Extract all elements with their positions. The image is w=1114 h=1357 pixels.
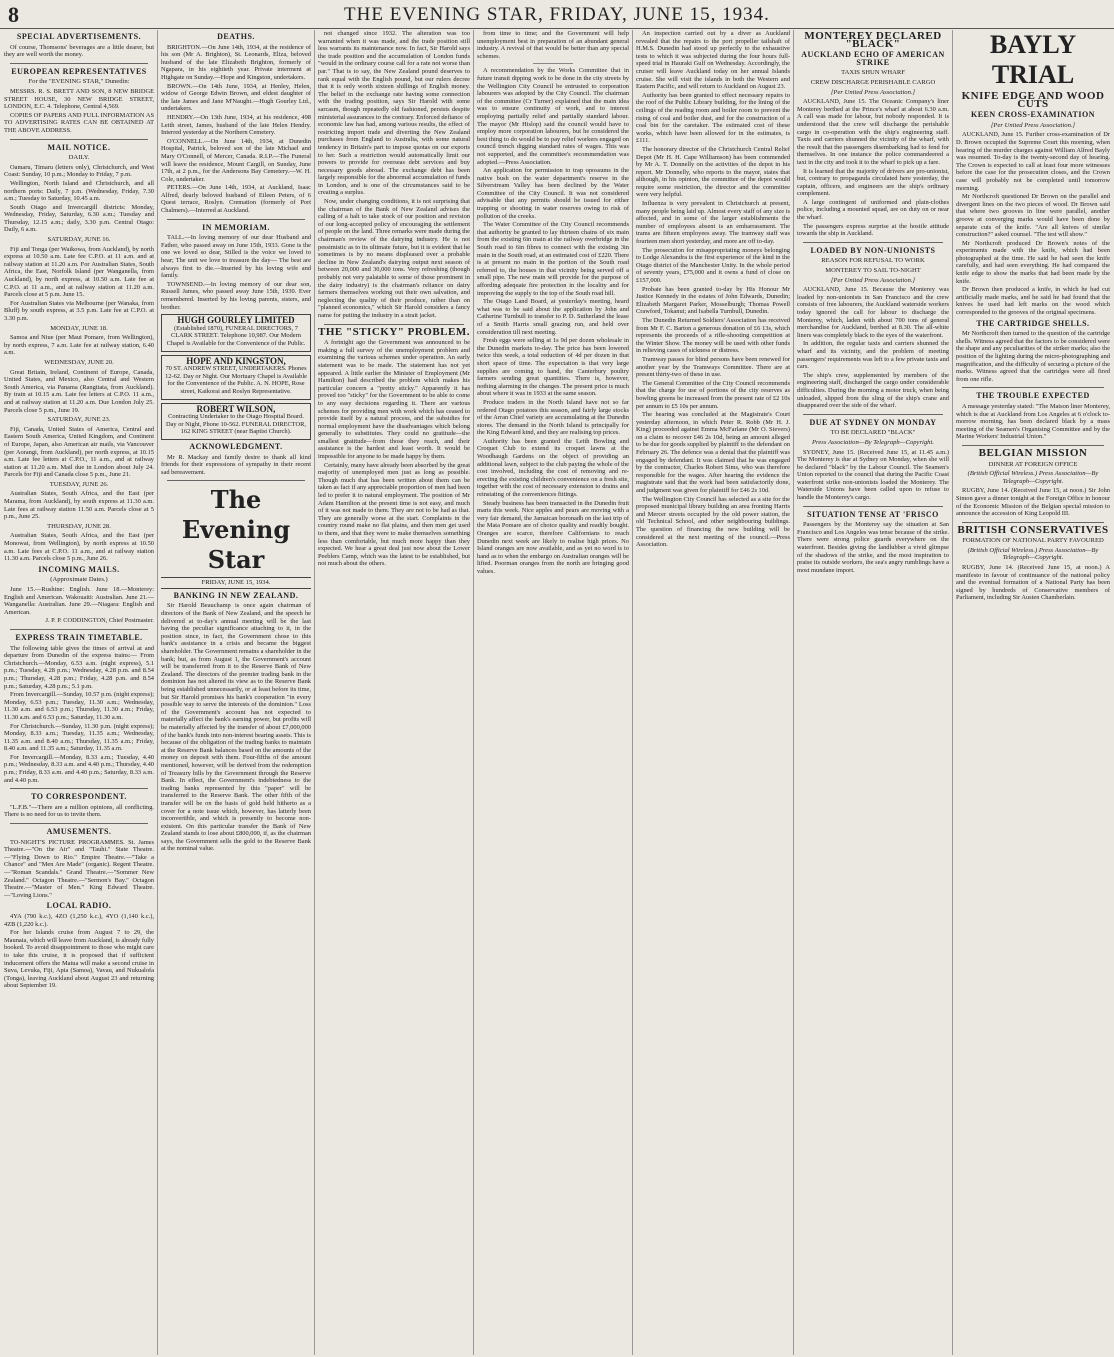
article-paragraph: Wellington, North Island and Christchurch, and all northern ports: Daily, 7 p.m. (Wednesday, Friday, 7.30 a.m.; Tuesday to Saturday, 10.45 a.m. bbox=[4, 179, 154, 203]
article-paragraph: For Australian States via Melbourne (per Wanaka, from Bluff) by south express, at 3.5 p.m. Late fee at C.P.O. at 3.30 p.m. bbox=[4, 299, 154, 322]
section-subheading: (Approximate Dates.) bbox=[50, 576, 108, 584]
ad-title: HOPE AND KINGSTON, bbox=[186, 355, 286, 366]
advertisement bbox=[161, 314, 311, 351]
article-paragraph: AUCKLAND, June 15. The Oceanic Company's liner Monterey berthed at the Prince's wharf at about 6.30 a.m. A call was made for labour, but nobody responded. It is understood that the crew will discharge the perishable cargo in co-operation with the ship's engineering staff. Taxis and carriers shunned the vicinity of the wharf, with the result that the passengers disembarking had to fend for themselves. In one instance the police commandeered a taxi in the city and took it to the wharf to pick up a fare. bbox=[797, 98, 949, 166]
wire-credit: [Per United Press Association.] bbox=[830, 276, 916, 284]
article-subheadline: KNIFE EDGE AND WOOD CUTS bbox=[961, 90, 1105, 110]
article-paragraph: Now, under changing conditions, it is not surprising that the chairman of the Bank of New Zealand advises the calling of a halt to take stock of our position and revision of our long-accepted policy of encouraging the settlement of people on the land. Three remarks were made during the chairman's review of the dairying industry. He is not pessimistic as to its ultimate future, but it is evident that he sometimes is by no means displeased over a probable decline in New Zealand's dairying output next season of between 20,000 and 30,000 tons. Very refreshing (though probably not very palatable to some of those prominent in the dairy industry) is the chairman's reliance on dairy farmers themselves working out their own salvation, and neglecting the quality of their produce, rather than on "planned economics," which Sir Harold considers a fancy name for putting the industry in a strait jacket. bbox=[318, 198, 470, 319]
article-paragraph: Of course, Thomsons' beverages are a little dearer, but they are well worth the money. bbox=[4, 43, 154, 59]
special-ads-heading: SPECIAL ADVERTISEMENTS. bbox=[16, 32, 142, 41]
wire-credit: (British Official Wireless.) Press Association—By Telegraph—Copyright. bbox=[967, 546, 1099, 562]
article-paragraph: AUCKLAND, June 15. Because the Monterey was loaded by non-unionists in San Francisco and the crew consists of free labourers, the Auckland waterside workers today ignored the call for labour to discharge the Monterey, which, laden with about 700 tons of general merchandise for Auckland, berthed at 8.30. The all-white liners was completely black to the eyes of the waterfront. bbox=[797, 286, 949, 339]
article-paragraph: PETERS.—On June 14th, 1934, at Auckland, Isaac Alfred, dearly beloved husband of Eileen Peters, of 6 Quest terrace, Roslyn. Cremation (formerly of Port Chalmers).—Interred at Auckland. bbox=[161, 184, 311, 215]
article-paragraph: Samoa and Niue (per Maui Pomare, from Wellington), by north express, 7 a.m. Late fee at railway station, 6.40 a.m. bbox=[4, 334, 154, 357]
article-paragraph: RUGBY, June 14. (Received June 15, at noon.) A manifesto in favour of continuance of the national policy and the eventual formation of a National Party has been signed by hundreds of Conservative members of Parliament, including Sir Austen Chamberlain. bbox=[956, 564, 1110, 602]
section-subheading: DAILY. bbox=[68, 154, 90, 162]
column-rule bbox=[314, 30, 315, 1355]
article-paragraph: MESSRS. R. S. BRETT AND SON, 8 NEW BRIDGE STREET HOUSE, 30 NEW BRIDGE STREET, LONDON, E.C. 4. Telephone, Central 4,569. bbox=[4, 87, 154, 111]
article-paragraph: The hearing was concluded at the Magistrate's Court yesterday afternoon, in which Peter R. Robb (Mr H. J. King) proceeded against Emma McFarlane (Mr O. Sievers) on a claim to recover £46 2s 10d, being an amount alleged to be due for goods supplied by plaintiff to the defendant on February 26. The defence was a denial that the plaintiff was engaged by defendant. It was claimed that he was engaged by the contractor, Charles Robert Sims, who was therefore responsible for the wages. After hearing the evidence the magistrate said that the work had been satisfactorily done, and judgment was given for plaintiff for £46 2s 10d. bbox=[636, 411, 790, 495]
ad-title: ROBERT WILSON, bbox=[196, 403, 276, 414]
article-headline: THE TROUBLE EXPECTED bbox=[976, 391, 1090, 401]
article-paragraph: The ship's crew, supplemented by members of the engineering staff, discharged the cargo under considerable difficulties. During the morning a motor truck, when being unloaded, slipped from the sling of the ship's crane and disappeared over the side of the wharf. bbox=[797, 371, 949, 410]
article-paragraph: A message yesterday stated: "The Matson liner Monterey, which is due at Auckland from Los Angeles at 6 o'clock to-morrow morning, has been declared black by a mass meeting of the Seamen's Organising Committee and by the Marine Workers' Industrial Union." bbox=[956, 402, 1110, 441]
wire-credit: [Per United Press Association.] bbox=[990, 121, 1076, 129]
masthead bbox=[0, 0, 1114, 29]
article-paragraph: A fortnight ago the Government was announced to be making a full survey of the unemployment problem and examining the various schemes under operation. An early statement was to be made. The statement has not yet appeared. A little earlier the Minister of Employment (Mr Hamilton) had described the problem which makes his particular concern a "pretty sticky." Apparently it has proved too "sticky" for the Government to be able to come to any easy decisions regarding it. There are various schemes for providing men with work which has ceased to provide itself by a natural process, and the subsidies for normal employment have the disadvantages which belong generally to substitutes. They could no gratitude—the smallest gratitude—from those they reach, and their assistance is the hardest and least worth. It would be impossible for anyone to be made happy by them. bbox=[318, 339, 470, 461]
ad-title: HUGH GOURLEY LIMITED bbox=[177, 315, 295, 326]
article-headline: SITUATION TENSE AT 'FRISCO bbox=[807, 509, 939, 519]
column-rule bbox=[793, 30, 794, 1355]
column-7 bbox=[956, 30, 1110, 1355]
article-paragraph: 4YA (790 k.c.), 4ZO (1,250 k.c.), 4YO (1,140 k.c.), 4ZB (1,220 k.c.). bbox=[4, 912, 154, 928]
article-paragraph: The passengers express surprise at the hostile attitude towards the ship in Auckland. bbox=[797, 222, 949, 238]
article-subheadline: CREW DISCHARGE PERISHABLE CARGO bbox=[810, 78, 936, 86]
article-paragraph: Probate has been granted to-day by His Honour Mr Justice Kennedy in the estates of John Edwards, Dunedin; Elizabeth Margaret Parker, Mosselburgh; Thomas Powell Crawford, Tokanui; and Isabella Turnbull, Dunedin. bbox=[636, 285, 790, 316]
article-paragraph: Tramway passes for blind persons have been renewed for another year by the Tramways Committee. There are at present thirty-two of these in use. bbox=[636, 355, 790, 379]
article-paragraph: RUGBY, June 14. (Received June 15, at noon.) Sir John Simon gave a dinner tonight at the Foreign Office in honour of the Economic Mission of the Belgian special mission to announce the accession of King Leopold III. bbox=[956, 487, 1110, 518]
newspaper-title: THE EVENING STAR, FRIDAY, JUNE 15, 1934. bbox=[344, 4, 770, 25]
article-paragraph: Oamaru, Timaru (letters only), Christchurch, and West Coast: Sunday, 10 p.m.; Monday to Friday, 7 p.m. bbox=[4, 163, 154, 179]
editorial-heading: BANKING IN NEW ZEALAND. bbox=[173, 590, 299, 600]
newspaper-logo: The Evening Star bbox=[181, 485, 291, 575]
article-paragraph: Certainly, many have already been absorbed by the great majority of unemployed men just as long as possible. Though much that has been written about them can be taken as fact if any appreciable proportion of men had been led to prefer it to natural employment. The position of Mr Adam Hamilton at the present time is not easy, and much of it was not made to them. They are not to be had as that. They are generally worse at the start. Complaints in the country round make no flat plains, and then men get used to them, and that they were to make themselves something less than comfortable, but much more happy than they expected. We hear a great deal just now about the Lower Peeblers Camp, which was the latest to be established, but not much about the others. bbox=[318, 461, 470, 568]
article-paragraph: The General Committee of the City Council recommends that the charge for use of portions of the city reserves as bowling greens be increased from the present rate of £2 10s per annum to £5 10s per annum. bbox=[636, 379, 790, 410]
ad-text: Contracting Undertaker to the Otago Hospital Board. Day or Night, Phone 10-562. FUNERAL DIRECTOR, 162 KING STREET (near Baptist Church). bbox=[165, 413, 307, 436]
express-heading: EXPRESS TRAIN TIMETABLE. bbox=[15, 632, 143, 642]
column-6 bbox=[797, 30, 949, 1355]
article-paragraph: It is learned that the majority of drivers are pro-unionist, but, contrary to propaganda circulated here yesterday, the captain, officers, and engineers are the ship's ordinary complement. bbox=[797, 167, 949, 198]
article-paragraph: COPIES OF PAPERS AND FULL INFORMATION AS TO ADVERTISING RATES CAN BE OBTAINED AT THE ABOVE ADDRESS. bbox=[4, 111, 154, 134]
section-subheading: MONDAY, JUNE 18. bbox=[50, 324, 108, 332]
section-subheading: WEDNESDAY, JUNE 20. bbox=[44, 358, 114, 366]
article-subheadline: DINNER AT FOREIGN OFFICE bbox=[988, 460, 1078, 468]
article-paragraph: For Invercargill.—Monday, 8.33 a.m.; Tuesday, 4.40 p.m.; Wednesday, 8.33 a.m. and 4.40 p.m.; Thursday, 4.40 p.m.; Friday, 8.33 a.m. and 4.40 p.m.; Saturday, 8.33 a.m. and 4.40 p.m. bbox=[4, 753, 154, 784]
article-paragraph: TALL.—In loving memory of our dear Husband and Father, who passed away on June 15th, 1933. Gone is the one we loved so dear, Stilled is the voice we loved to hear; The unit we love to treasure the day— The best are always first to die.—Inserted by his loving wife and family. bbox=[161, 234, 311, 280]
wire-credit: [Per United Press Association.] bbox=[830, 88, 916, 96]
article-headline: BRITISH CONSERVATIVES bbox=[957, 523, 1109, 536]
advertisement bbox=[161, 403, 311, 440]
radio-heading: LOCAL RADIO. bbox=[46, 901, 112, 911]
article-paragraph: from time to time; and the Government will help unemployment best in preparation of an abundant general industry. A revival of that would be better than any special schemes. bbox=[477, 30, 629, 60]
article-paragraph: Fiji, Canada, United States of America, Central and Eastern South America, United Kingdom, and Continent of Europe, Japan, also American air mails, via Vancouver (per Aorangi, from Auckland), per north express, at 10.15 a.m. Late fee letters at C.P.O., 11 a.m., and at railway station at 11.20 a.m. Mail due in London about July 24. Parcels for Fiji and Canada close 5 p.m., June 21. bbox=[4, 425, 154, 479]
article-paragraph: A large contingent of uniformed and plain-clothes police, including a mounted squad, are on duty on or near the wharf. bbox=[797, 198, 949, 222]
article-paragraph: The Wellington City Council has selected as a site for the proposed municipal library building an area fronting Harris and Mercer streets occupied by the old power station, the old Technical School, and other neighbouring buildings. The question of financing the new building will be considered at the next meeting of the council.—Press Association. bbox=[636, 495, 790, 549]
article-paragraph: The prosecution for misappropriating moneys belonging to Lodge Alexandra is the first experience of the kind in the Otago district of the Manchester Unity. In the whole period of seventy years, £75,000 and it owns a fund of close on £157,000. bbox=[636, 246, 790, 284]
article-paragraph: Passengers by the Monterey say the situation at San Francisco and Los Angeles was tense because of the strike. There were strong police guards everywhere on the waterfront. Besides giving the landlubber a vivid glimpse of the shadows of the strike, and the most inspiration to praise its outside workers, the sea's angry rumblings have a most mundane import. bbox=[797, 521, 949, 574]
article-paragraph: Authority has been granted to effect necessary repairs to the roof of the Public Library building, for the lining of the ceilings of the reading room and boiler room to prevent the rising of coal and boiler dust, and for the construction of a coal bin for the caretaker. The estimated cost of these works, which have been allowed for in the estimates, is £111. bbox=[636, 91, 790, 145]
article-headline: DUE AT SYDNEY ON MONDAY bbox=[809, 417, 937, 427]
article-paragraph: For Christchurch.—Sunday, 11.30 p.m. (night express); Monday, 8.33 a.m.; Tuesday, 11.35 a.m.; Wednesday, 11.35 a.m. and 8.40 a.m.; Thursday, 11.35 a.m.; Friday, 8.40 a.m. and 11.35 a.m.; Saturday, 11.35 a.m. bbox=[4, 722, 154, 753]
column-2 bbox=[161, 30, 311, 1355]
edition-date: FRIDAY, JUNE 15, 1934. bbox=[161, 577, 311, 589]
mail-notice-heading: MAIL NOTICE. bbox=[47, 142, 111, 152]
article-paragraph: The honorary director of the Christchurch Central Relief Depot (Mr H. H. Cape Williamson) has been commended by Mr A. T. Donnelly on the activities of the depot in his report. Mr Donnelly, who reports to the mayor, states that although, in his opinion, the committee of the depot would require some restriction, the director and the committee were very helpful. bbox=[636, 145, 790, 199]
article-paragraph: The Water Committee of the City Council recommends that authority be granted to lay thirteen chains of six main from the existing 6in main at the railway overbridge in the South road to 6in fibres to connect with the existing 3in main in the South road, at an estimated cost of £220. There is at present no main in the portion of the South road referred to, the houses in that vicinity being served off a small pipe. The new main will provide for the purpose of affording adequate fire protection in the locality and for improving the supply to the top of the South road hill. bbox=[477, 221, 629, 297]
article-paragraph: The Otago Land Board, at yesterday's meeting, heard what was to be said about the application by John and Catherine Turnbull to transfer to P. D. Sutherland the lease of a Smith Harris small grazing run, and held over consideration till next meeting. bbox=[477, 298, 629, 336]
european-reps-heading: EUROPEAN REPRESENTATIVES bbox=[11, 66, 147, 76]
article-paragraph: Mr Northcroft questioned Dr Brown on the parallel and divergent lines on the two pieces of wood. Dr Brown said that where two grooves in line were parallel, another groove at converging marks would have been done by separate cuts of the knife. "Are all knives of similar construction?" asked counsel. "The test will show." bbox=[956, 193, 1110, 239]
article-paragraph: A recommendation by the Works Committee that in future transit dipping work to be done in the city streets by the Wellington City Council be entrusted to corporation labourers was adopted by the City Council. The chairman of the committee (Cr Turner) explained that the main idea was to ensure continuity of work, and to interest employing partially relief and partially standard labour. The mayor (Mr Hislop) said the council would have to employ more corporation labourers, but he considered the best thing to do would be to pay relief workers engaged on council trench digging standard rates of wages. This was not supported, and the committee's recommendation was adopted.—Press Association. bbox=[477, 67, 629, 166]
article-paragraph: Sir Harold Beauchamp is once again chairman of directors of the Bank of New Zealand, and the speech he delivered at to-day's annual meeting will be the last having the peculiar significance attaching to it, in the position since, in fact, the Government chose to this bank's assistance in a crisis and became the biggest shareholder. The Government remains a shareholder in the bank; but, as from August 1, the Government's account will be transferred from it to the Reserve Bank of New Zealand. The directors of the premier trading bank in the dominion has not altered its view as to the Reserve Bank being established unnecessarily, or at least before its time, but Sir Harold promises his bank's cooperation "in every possible way to serve the interests of the dominion." Loss of the Government's account has not expected to materially affect the bank's earning power, but profits will be materially affected by the transfer of about £7,000,000 of the bank's funds into non-interest bearing assets. This is because of the obligation of the trading banks to maintain at the Reserve Bank balances based on the amounts of the money on deposit with them. Four-fifths of the amount mentioned, however, will be derived from the redemption of Treasury bills by the Government through the Reserve Bank. In effect, the Government's indebtedness to the trading banks represented by this "paper" will be transferred to the Reserve Bank. The other fifth of the transfer will be on the basis of gold held hitherto as a cover for a note issue which, however, has latterly been inconvertible, and which is presently to become non-existent. On this particular transfer the Bank of New Zealand stands to lose about £800,000, if, as the chairman says, the Government sells the gold to the Reserve Bank at the nominal value. bbox=[161, 602, 311, 853]
column-5 bbox=[636, 30, 790, 1355]
column-rule bbox=[952, 30, 953, 1355]
article-paragraph: BROWN.—On 14th June, 1934, at Henley, Helen, widow of George Edwin Brown, and eldest daughter of the late James and Jane M'Naught.—Hugh Gourley Ltd., undertakers. bbox=[161, 82, 311, 113]
article-paragraph: Fiji and Tonga (per Waikowa, from Auckland), by north express at 10.50 a.m. Late fee C.P.O. at 11 a.m. and at railway station at 11.20 a.m. For Australian States, South Africa, the East, Norfolk Island (per Wanganella, from Auckland), by north express, at 10.50 a.m. Late fee at C.P.O. at 11 a.m., and at railway station at 11.20 a.m. Parcels close at 5 p.m. June 15. bbox=[4, 245, 154, 299]
european-reps-subheading: For the "EVENING STAR," Dunedin: bbox=[28, 78, 130, 86]
article-paragraph: Mr Northcroft then turned to the question of the cartridge shells. Witness agreed that the factors to be considered were the shape and any peculiarities of the striker marks; also the position of the lighting during the micro-photographing and magnification, and the difficulty of securing a picture of the marks. Witness agreed that the cartridges were all fired from one rifle. bbox=[956, 330, 1110, 383]
section-subheading: SATURDAY, JUNE 16. bbox=[47, 236, 111, 244]
column-rule bbox=[632, 30, 633, 1355]
page-number: 8 bbox=[8, 2, 19, 27]
article-headline: LOADED BY NON-UNIONISTS bbox=[810, 245, 936, 255]
article-subheadline: REASON FOR REFUSAL TO WORK bbox=[821, 257, 925, 265]
article-paragraph: AUCKLAND, June 15. Further cross-examination of Dr D. Brown occupied the Supreme Court this morning, when hearing of the murder charges against William Alfred Bayly was resumed. To-day is the twenty-second day of hearing. The Crown is expected to call at least four more witnesses before the case for the prosecution closes, and the Crown case will probably not be completed until tomorrow morning. bbox=[956, 131, 1110, 192]
correspondent-heading: TO CORRESPONDENT. bbox=[31, 792, 127, 802]
column-3 bbox=[318, 30, 470, 1355]
article-headline: BAYLY TRIAL bbox=[989, 30, 1077, 89]
article-paragraph: BRIGHTON.—On June 14th, 1934, at the residence of his son (Mr A. Brighton), St. Leonards, Eliza, beloved husband of the late Elizabeth Brighton, formerly of Ngapara, in his eightieth year. Private interment at Highgate on Sunday.—Hope and Kingston, undertakers. bbox=[161, 43, 311, 81]
article-paragraph: Produce traders in the North Island have not so far ordered Otago potatoes this season, and fairly large stocks of the Arran Chief variety are accumulating at the Dunedin stores. The demand in the North Island is principally for the King Edward kind, and they are realising top prices. bbox=[477, 398, 629, 437]
column-4 bbox=[477, 30, 629, 1355]
article-paragraph: Fresh eggs were selling at 1s 9d per dozen wholesale in the Dunedin markets to-day. The price has been lowered twice this week, a total reduction of 4d per dozen in that short space of time. The expectation is that very large supplies are coming to hand, the Canterbury poultry farmers sending great quantities. There is, however, nothing alarming in the changes. The present price is much about where it was in 1933 at the same season. bbox=[477, 337, 629, 398]
article-subheadline: AUCKLAND ECHO OF AMERICAN STRIKE bbox=[801, 50, 945, 67]
article-paragraph: Influenza is very prevalent in Christchurch at present, many people being laid up. Almost every staff of any size is affected, and in some of the larger establishments the number of employees absent is an embarrassment. The trams are fifteen employees away. The tramway staff was fourteen men short yesterday, and more are off to-day. bbox=[636, 200, 790, 246]
wire-credit: Press Association—By Telegraph—Copyright. bbox=[812, 438, 934, 446]
article-paragraph: Mr Northcroft produced Dr Brown's notes of the experiments made with the knife, which had been photographed at the time. He said he had seen the knife carefully, and had seen everything. He had compared the knife edge to show the marks that had been made by the knife. bbox=[956, 239, 1110, 285]
article-paragraph: Australian States, South Africa, and the East (per Marama, from Auckland), by south express at 11.30 a.m. Late fees at railway station 11.50 a.m. Parcels close at 5 p.m., June 25. bbox=[4, 490, 154, 521]
article-paragraph: Australian States, South Africa, and the East (per Monowai, from Wellington), by north express at 10.50 a.m. Late fees at C.P.O. 11 a.m., and at railway station 11.30 a.m. Parcels close 5 p.m., June 26. bbox=[4, 532, 154, 563]
deaths-heading: DEATHS. bbox=[217, 32, 255, 41]
article-paragraph: "L.F.B."—There are a million opinions, all conflicting. There is no need for us to invite them. bbox=[4, 803, 154, 819]
editorial-heading: THE "STICKY" PROBLEM. bbox=[318, 325, 470, 338]
article-paragraph: The following table gives the times of arrival at and departure from Dunedin of the express trains:— From Christchurch.—Monday, 6.53 a.m. (night express), 5.1 p.m.; Tuesday, 4.28 p.m.; Wednesday, 4.28 p.m. and 8.54 p.m.; Thursday, 4.28 p.m.; Friday, 4.28 p.m. and 8.54 p.m.; Saturday, 4.28 p.m.; 5.1 p.m. bbox=[4, 644, 154, 690]
section-subheading: TUESDAY, JUNE 26. bbox=[49, 480, 109, 488]
article-paragraph: The Dunedin Returned Soldiers' Association has received from Mr F. C. Barton a generous donation of £6 13s, which represents the proceeds of a rifle-shooting competition at the Winter Show. The money will be used with other funds in relieving cases of sickness or distress. bbox=[636, 316, 790, 355]
article-paragraph: Mr R. Mackay and family desire to thank all kind friends for their expressions of sympathy in their recent sad bereavement. bbox=[161, 453, 311, 476]
article-subheadline: THE CARTRIDGE SHELLS. bbox=[976, 318, 1090, 328]
column-rule bbox=[473, 30, 474, 1355]
article-paragraph: An application for permission to trap opossums in the native bush on the water department's reserve in the Silverstream Valley has been declined by the Water Committee of the City Council. It was not considered advisable that any permits should be issued for either trapping or shooting in water reserves owing to risk of pollution of the creeks. bbox=[477, 167, 629, 220]
section-subheading: THURSDAY, JUNE 28. bbox=[47, 522, 111, 530]
amusements-heading: AMUSEMENTS. bbox=[46, 827, 112, 837]
article-paragraph: In addition, the regular taxis and carriers shunned the wharf and its vicinity, and the problem of meeting passengers' requirements was left to a few private taxis and cars. bbox=[797, 340, 949, 371]
incoming-mails-heading: INCOMING MAILS. bbox=[38, 564, 120, 574]
article-paragraph: An inspection carried out by a diver as Auckland revealed that the repairs to the port propeller tailshaft of H.M.S. Dunedin had stood up perfectly to the exhaustive tests to which it was subjected during the four hours full-speed trial in Hauraki Gulf on Wednesday. Accordingly, the cruiser will leave Auckland today on her annual Islands cruise. She will visit the islands in both the Western and Eastern Pacific, and will return to Auckland on August 23. bbox=[636, 30, 790, 91]
article-paragraph: June 15.—Rushine: English. June 18.—Monterey: English and American. Wakouaiti: Australian. June 21.—Wanganella: Australian. June 29.—Niagara: English and American. bbox=[4, 586, 154, 616]
acknowledgment-heading: ACKNOWLEDGMENT. bbox=[189, 441, 283, 451]
article-paragraph: TO-NIGHT'S PICTURE PROGRAMMES. St. James Theatre.—"On the Air" and "Tauhi." State Theatre.—"Flying Down to Rio." Empire Theatre.—"Take a Chance" and "Men Are Made" (organic). Regent Theatre.—"Roman Scandals." Grand Theatre.—"Sommer New Zealand." Octagon Theatre.—"Sermon's Bay." Octagon Theatre.—"Master of Men." King Edward Theatre.—"Loving Lions." bbox=[4, 838, 154, 899]
article-paragraph: Great Britain, Ireland, Continent of Europe, Canada, United States, and Mexico, also Central and Western South America, via Panama (Rangitata, from Auckland). By train at 10.15 a.m. Late fee letters at C.P.O. 11 a.m., and at railway station at 11.20 a.m. Due London July 25. Parcels close 5 p.m., June 19. bbox=[4, 368, 154, 414]
ad-text: 70 ST. ANDREW STREET, UNDERTAKERS. Phones 12-62. Day or Night. Our Mortuary Chapel is Available for the Convenience of the Public. A. N. HOPE, Rose street, Kaikorai and Roslyn Representative. bbox=[165, 365, 307, 395]
ad-text: (Established 1870), FUNERAL DIRECTORS, 7 CLARK STREET. Telephone 10,987. Our Modern Chapel is Available for the Convenience of the Public. bbox=[166, 324, 306, 347]
article-paragraph: Authority has been granted the Leith Bowling and Croquet Club to extend its croquet lawns at the Woodhaugh Gardens on the object of providing an additional lawn, subject to the club paying the whole of the cost involved, including the cost of removing and re-erecting the existing children's convenience on a fresh site, together with the cost of necessary extension to drains and reinstating of the conveniences fittings. bbox=[477, 437, 629, 499]
section-subheading: SATURDAY, JUNE 23. bbox=[47, 416, 111, 424]
article-subheadline: MONTEREY TO SAIL TO-NIGHT bbox=[825, 267, 921, 275]
article-paragraph: HENDRY.—On 13th June, 1934, at his residence, 498 Leith street, James, husband of the late Helen Hendry. Interred yesterday at the Northern Cemetery. bbox=[161, 113, 311, 137]
article-paragraph: For her Islands cruise from August 7 to 29, the Maunaia, which will leave from Auckland, is already fully booked. To avoid disappointment to those who might care to take this cruise, it is proposed that if sufficient inducement offers the Matua will make a second cruise in Suva, Levuka, Fiji, Apia (Samoa), Vavau, and Nukualofa (Tonga), leaving Auckland about August 23 and returning about September 19. bbox=[4, 929, 154, 990]
column-rule bbox=[157, 30, 158, 1355]
article-paragraph: O'CONNELL.—On June 14th, 1934, at Dunedin Hospital, Patrick, beloved son of the late Michael and Mary O'Connell, of Mercer, Canada. R.I.P.—The Funeral will leave the residence, Mount Cargill, on Sunday, June 17th, at 2 p.m., for the Andersons Bay Cemetery.—W. H. Cole, undertaker. bbox=[161, 137, 311, 183]
article-subheadline: KEEN CROSS-EXAMINATION bbox=[971, 110, 1095, 120]
article-subheadline: TAXIS SHUN WHARF bbox=[841, 69, 905, 77]
article-paragraph: TOWNSEND.—In loving memory of our dear son, Russell James, who passed away June 15th, 1930. Ever remembered. Inserted by his loving parents, sisters, and brother. bbox=[161, 280, 311, 311]
column-1 bbox=[4, 30, 154, 1355]
advertisement bbox=[161, 355, 311, 400]
wire-credit: (British Official Wireless.) Press Association—By Telegraph—Copyright. bbox=[967, 470, 1099, 485]
article-paragraph: Steady business has been transacted in the Dunedin fruit marts this week. Nice apples and pears are moving with a very fair demand, the Jamaican boronadh on the last trip of the Mata Pomare are of choice quality and readily bought. Oranges are scarce, therefore Californians to reach Dunedin next week are likely to realise high prices. No Island oranges are now available, and as yet no word is to hand as to when the embargo on Australian oranges will be lifted. Poorman oranges from the north are bringing good values. bbox=[477, 499, 629, 575]
article-paragraph: SYDNEY, June 15. (Received June 15, at 11.45 a.m.) The Monterey is due at Sydney on Monday, when she will be declared "black" by the Labour Council. The Seamen's Union reported to the council that during the Pacific Coast waterfront strike non-unionists loaded the Monterey. The Waterside Unions have been called upon to refuse to handle the Monterey's cargo. bbox=[797, 448, 949, 502]
article-headline: MONTEREY DECLARED "BLACK" bbox=[804, 30, 942, 50]
article-paragraph: Dr Brown then produced a knife, in which he had cut artificially made marks, and he said he had found that the knives he used had left marks on the wood which corresponded to the grooves of the original specimens. bbox=[956, 286, 1110, 317]
signature: J. P. P. CODDINGTON, Chief Postmaster. bbox=[45, 617, 154, 625]
article-paragraph: not changed since 1932. The alteration was too warranted when it was made, and the trade position still less warrants its maintenance now. In fact, Sir Harold says the trade position and the accumulation of London funds "would in the ordinary course call for a rate not worse than par." That is to say, the New Zealand pound deserves to rank equal with the English pound, but our rulers decree that it is only worth sixteen shillings of English money. The belief in the exchange rate having some connection with the trading position, says Sir Harold with some sarcasm, though repeatedly old fashioned, persists despite ministerial assurances to the contrary. Enforced defiance of economic law has had, among various results, the effect of restricting import trade and diverting the New Zealand purchases from England to Australia, with some natural tendency in Britain's part to impose quotas on our exports to her. Such a restriction would automatically limit our powers to provide for overseas debt services and buy necessary goods abroad. The exchange debt has been largely responsible for the abnormal accumulation of funds in London, and is one of the circumstances said to be creating a surplus. bbox=[318, 30, 470, 197]
article-paragraph: South Otago and Invercargill districts: Monday, Wednesday, Friday, Saturday, 6.30 a.m.; Tuesday and Thursday, 12.15 a.m.; daily, 3.30 p.m. Central Otago: Daily, 6 a.m. bbox=[4, 203, 154, 234]
article-paragraph: From Invercargill.—Sunday, 10.57 p.m. (night express); Monday, 6.53 p.m.; Tuesday, 11.30 a.m.; Wednesday, 11.30 a.m. and 6.53 p.m.; Thursday, 11.30 a.m.; Friday, 11.30 a.m. and 6.53 p.m.; Saturday, 11.30 a.m. bbox=[4, 691, 154, 721]
article-subheadline: FORMATION OF NATIONAL PARTY FAVOURED bbox=[962, 537, 1104, 545]
article-headline: BELGIAN MISSION bbox=[978, 446, 1088, 459]
memoriam-heading: IN MEMORIAM. bbox=[202, 222, 270, 232]
article-subheadline: TO BE DECLARED "BLACK" bbox=[830, 429, 916, 437]
